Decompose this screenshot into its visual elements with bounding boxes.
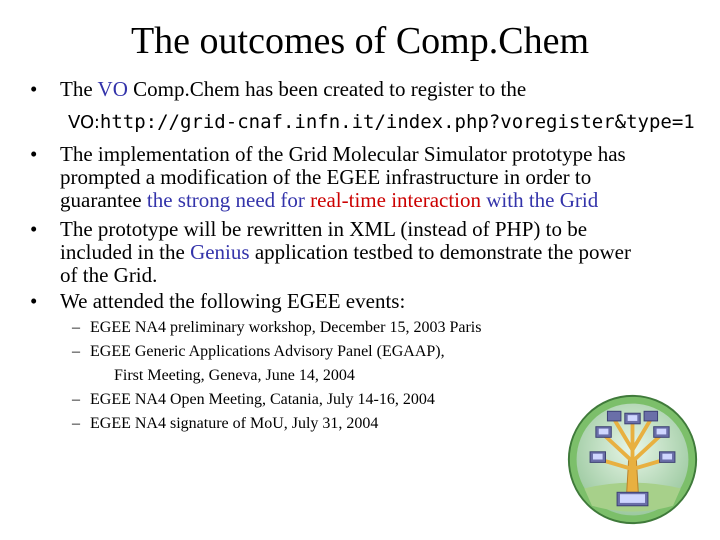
- vo-highlight: VO: [97, 77, 128, 101]
- bullet-marker: •: [30, 217, 38, 241]
- bullet-text-line: The prototype will be rewritten in XML (instead of PHP) to be: [60, 217, 588, 241]
- slide-title: The outcomes of Comp.Chem: [130, 20, 590, 62]
- bullet-text-line: included in the Genius application testbed to demonstrate the power: [60, 240, 631, 264]
- grid-tree-emblem-icon: [565, 392, 700, 527]
- dash-marker: –: [72, 343, 80, 360]
- real-time-interaction-highlight: real-time interaction: [310, 188, 482, 212]
- genius-highlight: Genius: [190, 240, 250, 264]
- strong-need-highlight: the strong need for: [146, 188, 311, 212]
- dash-marker: –: [72, 391, 80, 408]
- bullet-text-line: of the Grid.: [60, 263, 158, 287]
- bullet-text-line: guarantee the strong need for real-time interaction with the Grid: [60, 188, 599, 212]
- with-grid-highlight: with the Grid: [481, 188, 599, 212]
- bullet-text-line: We attended the following EGEE events:: [60, 289, 406, 313]
- dash-marker: –: [72, 319, 80, 336]
- bullet-text-line: prompted a modification of the EGEE infrastructure in order to: [60, 165, 592, 189]
- vo-label: VO:: [68, 112, 100, 133]
- bullet-marker: •: [30, 77, 38, 101]
- bullet-marker: •: [30, 289, 38, 313]
- vo-register-url[interactable]: http://grid-cnaf.infn.it/index.php?voregister&type=1: [99, 111, 695, 133]
- bullet-text-line: The implementation of the Grid Molecular Simulator prototype has: [60, 142, 626, 166]
- bullet-marker: •: [30, 142, 38, 166]
- bullet-text-line: The VO Comp.Chem has been created to register to the: [60, 77, 527, 101]
- vo-register-url-line: [60, 110, 720, 134]
- dash-marker: –: [72, 415, 80, 432]
